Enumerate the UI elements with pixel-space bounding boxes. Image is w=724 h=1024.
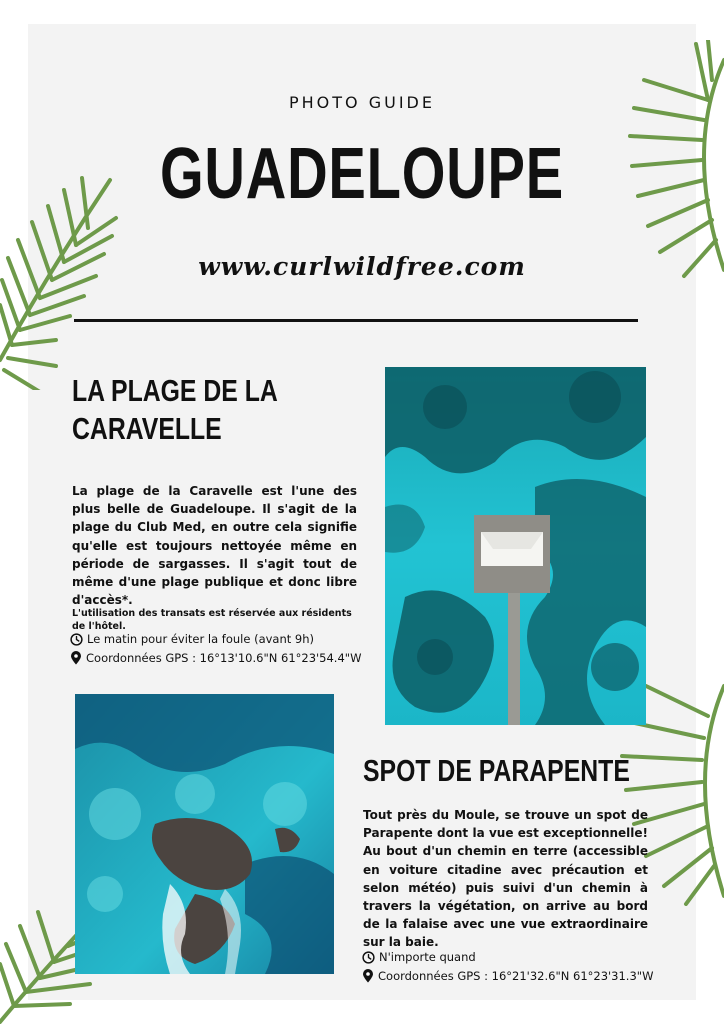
clock-icon [70, 633, 83, 646]
aerial-coast-image [75, 694, 334, 974]
map-pin-icon [362, 969, 374, 983]
gps-caravelle [70, 651, 361, 665]
best-time-text: Le matin pour éviter la foule (avant 9h) [87, 632, 315, 646]
section-heading-parapente: SPOT DE PARAPENTE [363, 753, 630, 788]
website-url[interactable]: www.curlwildfree.com [198, 252, 526, 281]
gps-parapente [362, 969, 653, 983]
gps-text: Coordonnées GPS : 16°21'32.6"N 61°23'31.3"W [378, 969, 654, 983]
section-body-parapente: Tout près du Moule, se trouve un spot de Parapente dont la vue est exceptionnelle! Au bout d'un chemin en terre (accessible en voiture citadine avec précaution et selon météo) puis suivi d'un chemin à travers la végétation, on arrive au bord de la falaise avec une vue extraordinaire sur la baie. [363, 808, 648, 950]
best-time-caravelle [70, 632, 314, 646]
photo-paragliding-coast [75, 694, 334, 974]
section-body-caravelle: La plage de la Caravelle est l'une des plus belle de Guadeloupe. Il s'agit de la plage du Club Med, en outre cela signifie qu'elle est toujours nettoyée même en période de sargasses. Il s'agit tout de même d'une plage publique et donc libre d'accès*. [72, 484, 357, 608]
kicker-label: PHOTO GUIDE [289, 93, 435, 112]
page-title: GUADELOUPE [159, 134, 565, 214]
gps-text: Coordonnées GPS : 16°13'10.6"N 61°23'54.4"W [86, 651, 362, 665]
section-note-caravelle: L'utilisation des transats est réservée aux résidents de l'hôtel. [72, 608, 352, 632]
aerial-lagoon-image [385, 367, 646, 725]
header-divider [74, 319, 638, 322]
best-time-parapente [362, 950, 476, 964]
section-heading-line: LA PLAGE DE LA [72, 373, 278, 408]
photo-caravelle-pier [385, 367, 646, 725]
section-heading-caravelle [72, 372, 280, 448]
map-pin-icon [70, 651, 82, 665]
section-heading-line: CARAVELLE [72, 411, 222, 446]
clock-icon [362, 951, 375, 964]
best-time-text: N'importe quand [379, 950, 476, 964]
